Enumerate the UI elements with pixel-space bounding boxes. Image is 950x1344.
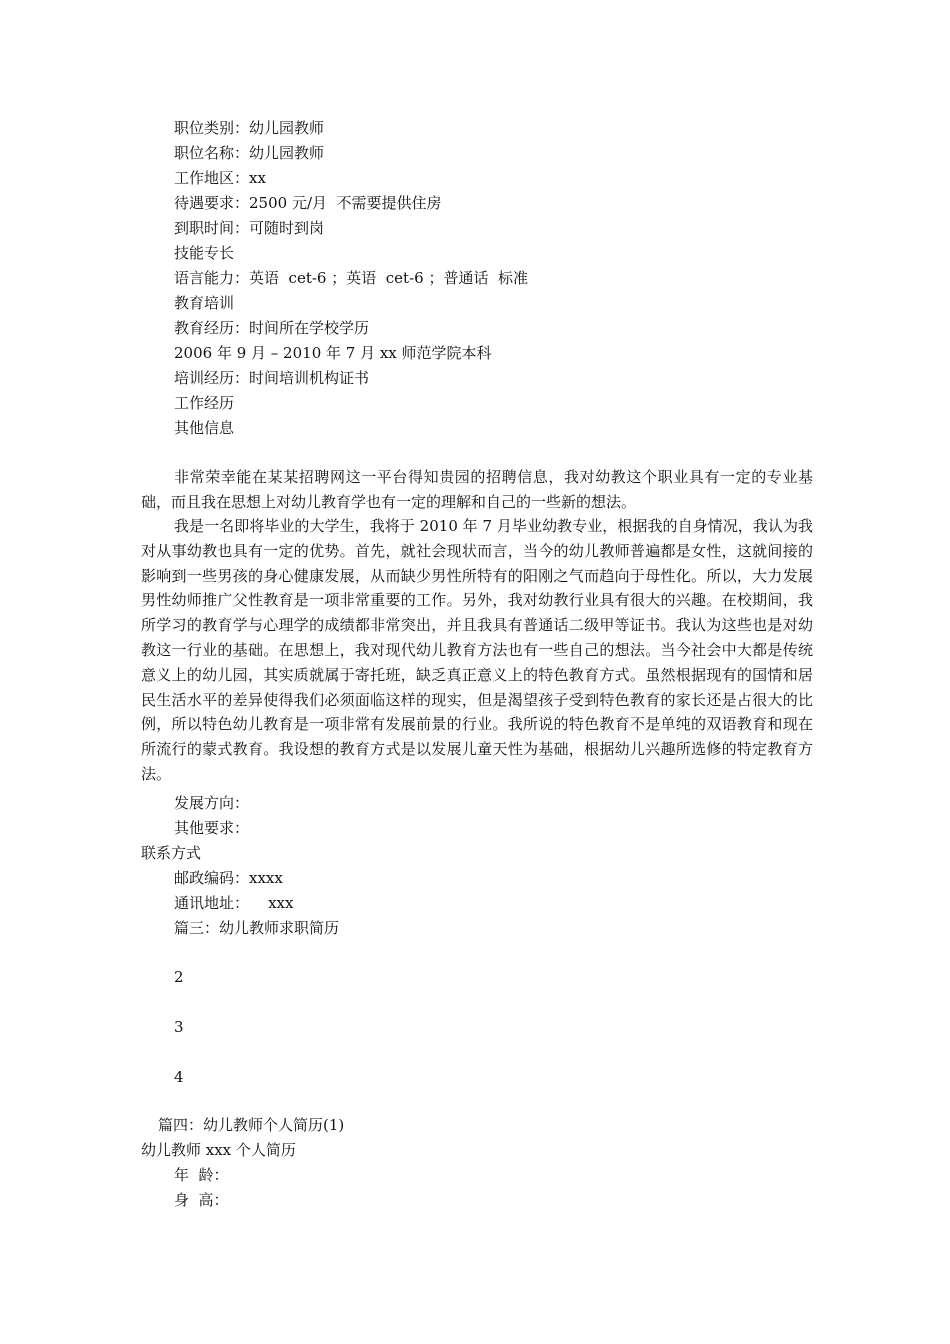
start-time: 到职时间：可随时到岗 [174,219,325,237]
salary-requirement: 待遇要求：2500 元/月 不需要提供住房 [174,194,442,212]
other-info-heading: 其他信息 [174,419,235,437]
self-statement-paragraph: 我是一名即将毕业的大学生，我将于 2010 年 7 月毕业幼教专业，根据我的自身情况，我认为我对从事幼教也具有一定的优势。首先，就社会现状而言，当今的幼儿教师普遍都是女性，这就间接的影响到一些男孩的身心健康发展，从而缺少男性所特有的阳刚之气而趋向于母性化。所以，大力发展男性幼师推广父性教育是一项非常重要的工作。另外，我对幼教行业具有很大的兴趣。在校期间，我所学习的教育学与心理学的成绩都非常突出，并且我具有普通话二级甲等证书。我认为这些也是对幼教这一行业的基础。在思想上，我对现代幼儿教育方法也有一些自己的想法。当今社会中大都是传统意义上的幼儿园，其实质就属于寄托班，缺乏真正意义上的特色教育方式。虽然根据现有的国情和居民生活水平的差异使得我们必须面临这样的现实，但是渴望孩子受到特色教育的家长还是占很大的比例，所以特色幼儿教育是一项非常有发展前景的行业。我所说的特色教育不是单纯的双语教育和现在所流行的蒙式教育。我设想的教育方式是以发展儿童天性为基础，根据幼儿兴趣所选修的特定教育方法。 [141,517,813,783]
postcode: 邮政编码：xxxx [174,869,283,887]
training-history-header: 培训经历：时间培训机构证书 [174,369,370,387]
language-ability: 语言能力：英语 cet-6 ；英语 cet-6 ；普通话 标准 [174,269,528,287]
work-history-heading: 工作经历 [174,394,235,412]
page-number: 3 [174,1018,184,1036]
development-direction: 发展方向： [174,794,250,812]
height-label: 身 高： [174,1191,229,1209]
education-heading: 教育培训 [174,294,235,312]
job-location: 工作地区：xx [174,169,266,187]
job-title: 职位名称：幼儿园教师 [174,144,325,162]
intro-paragraph: 非常荣幸能在某某招聘网这一平台得知贵园的招聘信息，我对幼教这个职业具有一定的专业基础，而且我在思想上对幼儿教育学也有一定的理解和自己的一些新的想法。 [141,468,813,511]
education-history-header: 教育经历：时间所在学校学历 [174,319,370,337]
skills-heading: 技能专长 [174,244,235,262]
page-number: 2 [174,968,184,986]
part-three-title: 篇三：幼儿教师求职简历 [174,919,340,937]
mailing-address: 通讯地址： xxx [174,894,294,912]
contact-heading: 联系方式 [141,844,202,862]
part-four-title: 篇四：幼儿教师个人简历(1) [158,1116,345,1134]
page-number: 4 [174,1068,184,1086]
age-label: 年 龄： [174,1166,229,1184]
job-category: 职位类别：幼儿园教师 [174,119,325,137]
education-history-row: 2006 年 9 月 – 2010 年 7 月 xx 师范学院本科 [174,344,492,362]
other-requirements: 其他要求： [174,819,250,837]
resume-title: 幼儿教师 xxx 个人简历 [141,1141,296,1159]
